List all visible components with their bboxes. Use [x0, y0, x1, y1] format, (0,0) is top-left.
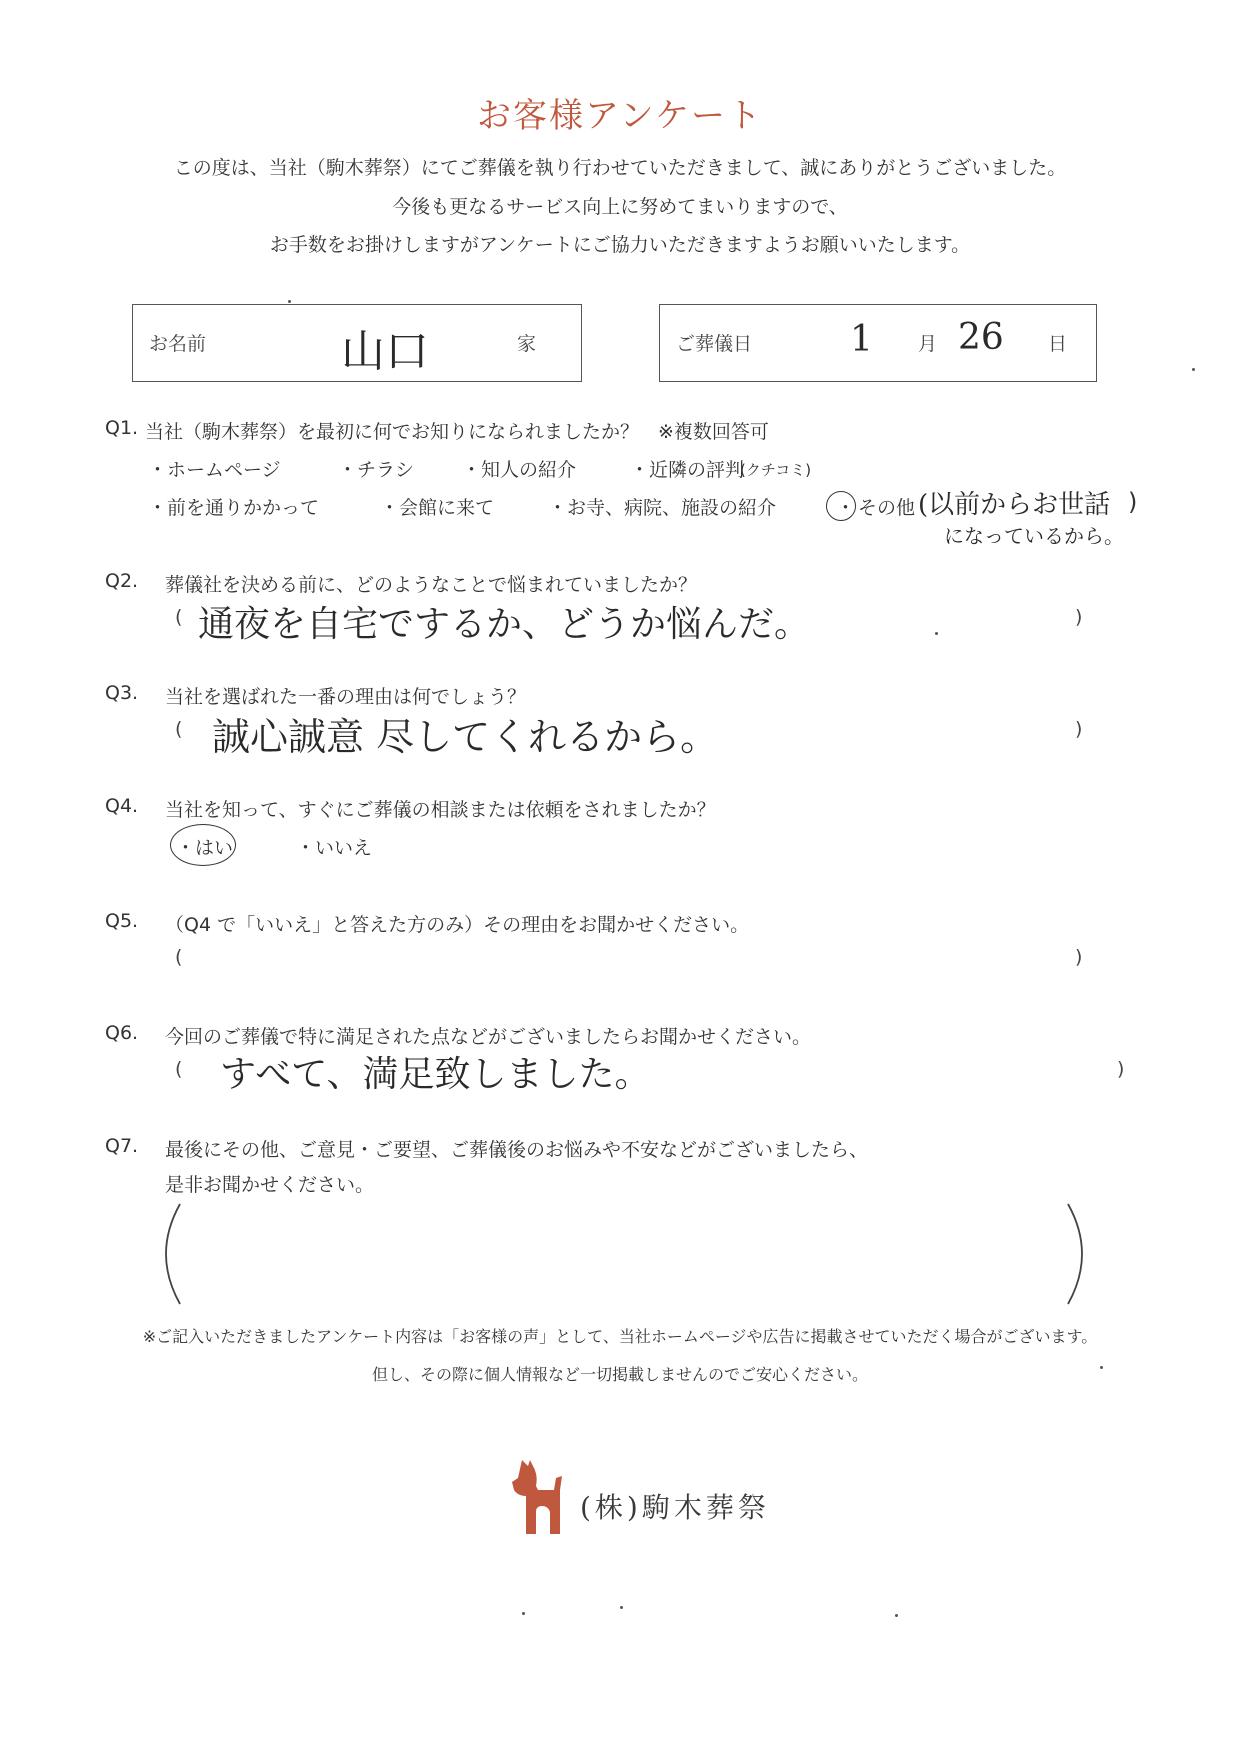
- name-value[interactable]: 山口: [341, 326, 429, 377]
- disclaimer-line-1: ※ご記入いただきましたアンケート内容は「お客様の声」として、当社ホームページや広告に掲載させていただく場合がございます。: [142, 1327, 1098, 1346]
- q5-number: Q5.: [105, 910, 139, 932]
- q1-other-close-paren: ): [1128, 488, 1138, 516]
- company-name: (株)駒木葬祭: [580, 1491, 770, 1524]
- disclaimer-line-2: 但し、その際に個人情報など一切掲載しませんのでご安心ください。: [371, 1365, 868, 1384]
- horse-logo-icon: [508, 1456, 566, 1536]
- name-suffix: 家: [517, 333, 537, 355]
- scan-speck: [1100, 1366, 1103, 1369]
- q1-option-homepage[interactable]: ・ホームページ: [148, 459, 281, 481]
- q4-number: Q4.: [105, 795, 139, 817]
- q6-open-paren: (: [175, 1058, 183, 1080]
- scan-speck: [288, 300, 291, 303]
- q1-number: Q1.: [105, 417, 139, 439]
- q1-option-passing-by[interactable]: ・前を通りかかって: [148, 497, 320, 519]
- q4-text: 当社を知って、すぐにご葬儀の相談または依頼をされましたか？: [165, 799, 716, 821]
- q7-answer-parentheses: [150, 1198, 1100, 1310]
- name-label: お名前: [149, 333, 207, 355]
- q1-option-temple-hospital[interactable]: ・お寺、病院、施設の紹介: [548, 497, 777, 519]
- q3-answer[interactable]: 誠心誠意 尽してくれるから。: [212, 715, 719, 759]
- q2-text: 葬儀社を決める前に、どのようなことで悩まれていましたか？: [165, 574, 698, 596]
- funeral-date-box: [659, 304, 1097, 382]
- q3-number: Q3.: [105, 682, 139, 704]
- q5-open-paren: (: [175, 946, 183, 968]
- q1-option-hall-visit[interactable]: ・会館に来て: [380, 497, 495, 519]
- q2-number: Q2.: [105, 570, 139, 592]
- funeral-date-label: ご葬儀日: [676, 333, 753, 355]
- q7-text-line1: 最後にその他、ご意見・ご要望、ご葬儀後のお悩みや不安などがございましたら、: [165, 1139, 869, 1161]
- q1-option-neighborhood[interactable]: ・近隣の評判: [630, 459, 745, 481]
- q1-option-acquaintance[interactable]: ・知人の紹介: [462, 459, 577, 481]
- intro-line-2: 今後も更なるサービス向上に努めてまいりますので、: [392, 196, 848, 218]
- q7-number: Q7.: [105, 1135, 139, 1157]
- name-box: [132, 304, 582, 382]
- q7-text-line2: 是非お聞かせください。: [165, 1174, 375, 1196]
- funeral-month-value[interactable]: 1: [850, 319, 873, 360]
- scan-speck: [620, 1606, 623, 1609]
- survey-title: お客様アンケート: [477, 96, 763, 136]
- q4-option-no[interactable]: ・いいえ: [296, 837, 373, 859]
- q2-answer[interactable]: 通夜を自宅でするか、どうか悩んだ。: [198, 604, 811, 645]
- q5-text: （Q4 で「いいえ」と答えた方のみ）その理由をお聞かせください。: [165, 914, 750, 936]
- day-label: 日: [1048, 333, 1068, 355]
- q1-other-answer-line2[interactable]: になっているから。: [944, 524, 1124, 548]
- month-label: 月: [918, 333, 938, 355]
- q1-option-flyer[interactable]: ・チラシ: [338, 459, 415, 481]
- scan-speck: [1192, 368, 1195, 371]
- q3-close-paren: ): [1075, 718, 1083, 740]
- q3-open-paren: (: [175, 718, 183, 740]
- q1-other-answer-line1[interactable]: (以前からお世話: [918, 490, 1111, 520]
- scan-speck: [895, 1614, 898, 1617]
- q1-text: 当社（駒木葬祭）を最初に何でお知りになられましたか？ ※複数回答可: [145, 421, 769, 443]
- q1-option-other[interactable]: その他: [858, 497, 916, 519]
- intro-line-3: お手数をお掛けしますがアンケートにご協力いただきますようお願いいたします。: [269, 234, 971, 256]
- q1-other-dot: ・: [836, 497, 856, 519]
- q6-number: Q6.: [105, 1022, 139, 1044]
- q2-close-paren: ): [1075, 606, 1083, 628]
- intro-line-1: この度は、当社（駒木葬祭）にてご葬儀を執り行わせていただきまして、誠にありがとうございました。: [173, 157, 1067, 179]
- q2-open-paren: (: [175, 606, 183, 628]
- q4-option-yes[interactable]: ・はい: [176, 837, 234, 859]
- q6-text: 今回のご葬儀で特に満足された点などがございましたらお聞かせください。: [165, 1026, 812, 1048]
- q6-answer[interactable]: すべて、満足致しました。: [220, 1054, 651, 1095]
- scan-speck: [522, 1612, 525, 1615]
- q5-close-paren: ): [1075, 946, 1083, 968]
- q3-text: 当社を選ばれた一番の理由は何でしょう？: [165, 686, 527, 708]
- q6-close-paren: ): [1117, 1058, 1125, 1080]
- funeral-day-value[interactable]: 26: [958, 317, 1004, 358]
- q1-option-word-of-mouth: (クチコミ): [740, 461, 812, 479]
- scan-speck: [935, 632, 938, 635]
